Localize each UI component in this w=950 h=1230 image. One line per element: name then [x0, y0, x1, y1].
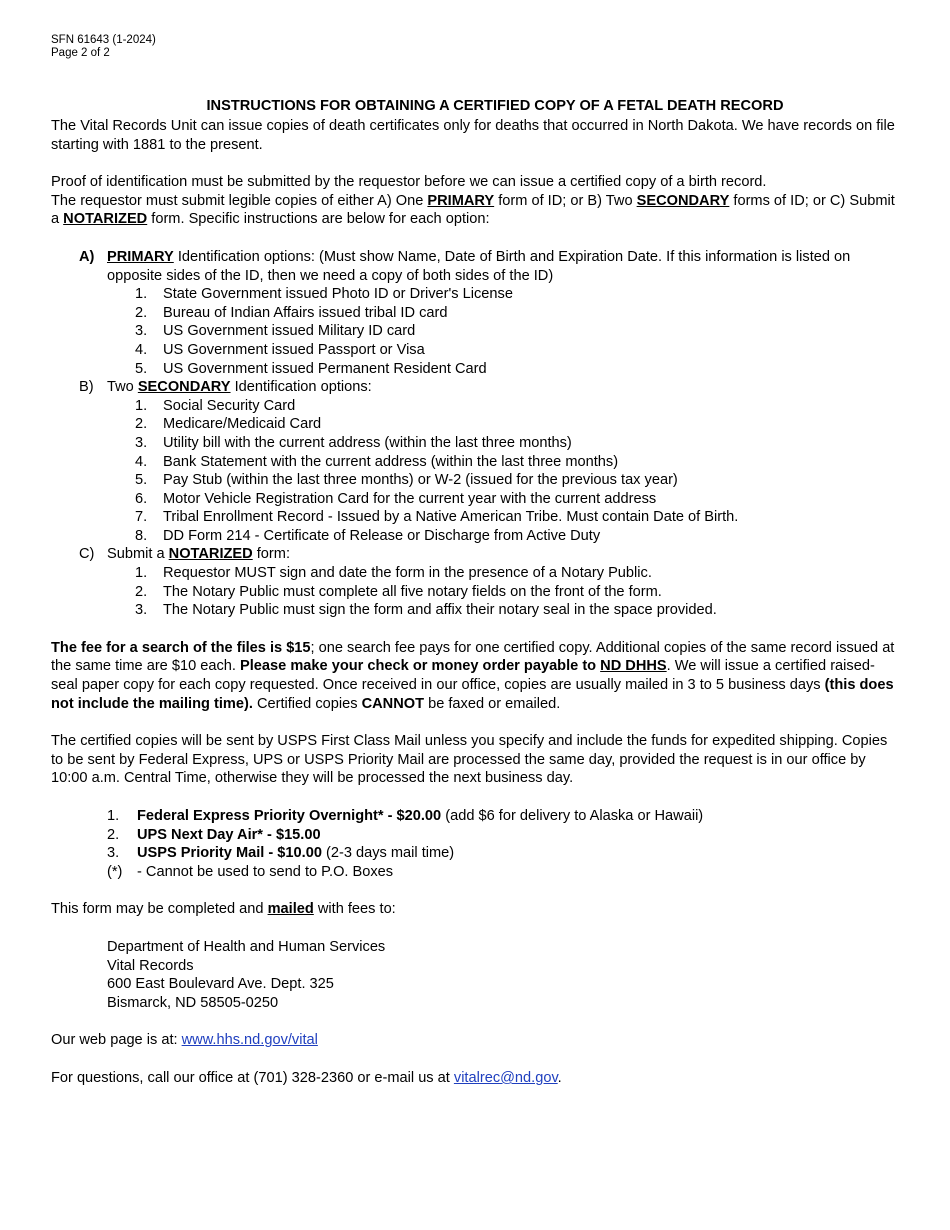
notary-step-item-text: Requestor MUST sign and date the form in the presence of a Notary Public.	[163, 565, 652, 582]
fee-amount: The fee for a search of the files is $15	[51, 639, 311, 656]
address-line: Bismarck, ND 58505-0250	[107, 994, 279, 1011]
shipping-option	[107, 826, 901, 845]
secondary-id-item-number: 8.	[135, 527, 148, 544]
secondary-keyword: SECONDARY	[636, 192, 730, 209]
primary-id-item-text: US Government issued Passport or Visa	[163, 341, 425, 358]
secondary-id-item-text: Tribal Enrollment Record - Issued by a Native American Tribe. Must contain Date of Birth.	[163, 509, 739, 526]
payable-instruction: Please make your check or money order payable to	[240, 658, 601, 675]
shipping-option-number: 1.	[107, 808, 120, 824]
notary-step-item	[135, 564, 901, 583]
primary-id-item	[135, 285, 901, 304]
secondary-id-item	[135, 434, 901, 453]
secondary-id-item	[135, 527, 901, 546]
document-page	[51, 34, 901, 1088]
secondary-id-item-text: Bank Statement with the current address (within the last three months)	[163, 453, 619, 470]
section-c-list	[51, 564, 901, 620]
secondary-id-item-number: 5.	[135, 472, 148, 489]
section-b-letter: B)	[79, 379, 94, 396]
proof-text-c: forms of ID; or C) Submit a	[51, 192, 895, 228]
mail-text-pre: This form may be completed and	[51, 901, 268, 918]
primary-id-item-text: Bureau of Indian Affairs issued tribal ID card	[163, 304, 448, 321]
payee-name: ND DHHS	[600, 658, 667, 675]
address-line: Vital Records	[107, 957, 194, 974]
secondary-id-item-text: DD Form 214 - Certificate of Release or Discharge from Active Duty	[163, 527, 601, 544]
mail-text-post: with fees to:	[313, 901, 396, 918]
shipping-option	[107, 844, 901, 863]
primary-id-item	[135, 360, 901, 379]
secondary-id-item-text: Pay Stub (within the last three months) or W-2 (issued for the previous tax year)	[163, 472, 678, 489]
website-link[interactable]: www.hhs.nd.gov/vital	[181, 1032, 318, 1049]
secondary-id-item	[135, 415, 901, 434]
primary-keyword: PRIMARY	[427, 192, 495, 209]
contact-paragraph	[51, 1069, 901, 1088]
mail-paragraph	[51, 900, 901, 919]
shipping-option-price: USPS Priority Mail - $10.00	[137, 845, 322, 862]
contact-end: .	[557, 1069, 562, 1086]
secondary-id-item-number: 1.	[135, 397, 148, 414]
section-a-text: Identification options: (Must show Name, Date of Birth and Expiration Date. If this information is listed on opposite sides of the ID, then we need a copy of both sides of the ID)	[107, 248, 851, 284]
fees-text-3: Certified copies	[252, 695, 362, 712]
secondary-id-item-number: 7.	[135, 509, 148, 526]
primary-id-item-number: 1.	[135, 286, 148, 303]
primary-id-item-text: US Government issued Permanent Resident Card	[163, 360, 487, 377]
fees-text-1: ; one search fee pays for one certified copy. Additional copies of the same record issued at the same time are $10 each.	[51, 639, 895, 675]
web-paragraph	[51, 1031, 901, 1050]
shipping-options	[107, 807, 901, 863]
section-c	[51, 545, 901, 619]
primary-id-item-number: 3.	[135, 323, 148, 340]
proof-line1: Proof of identification must be submitted by the requestor before we can issue a certified copy of a birth record.	[51, 174, 767, 191]
primary-id-item-number: 2.	[135, 304, 148, 321]
proof-text-a: The requestor must submit legible copies of either A) One	[51, 192, 428, 209]
section-c-heading	[107, 545, 901, 564]
secondary-id-item-text: Social Security Card	[163, 397, 296, 414]
primary-id-item-number: 4.	[135, 341, 148, 358]
cannot-keyword: CANNOT	[361, 695, 425, 712]
notary-step-item-text: The Notary Public must sign the form and affix their notary seal in the space provided.	[163, 602, 717, 619]
primary-id-item-text: State Government issued Photo ID or Driver's License	[163, 286, 513, 303]
shipping-option-note: (2-3 days mail time)	[321, 845, 455, 862]
primary-id-item-text: US Government issued Military ID card	[163, 323, 416, 340]
shipping-option-note: (add $6 for delivery to Alaska or Hawaii)	[441, 808, 704, 824]
address-line: 600 East Boulevard Ave. Dept. 325	[107, 976, 334, 993]
section-b-list	[51, 397, 901, 546]
intro-paragraph: The Vital Records Unit can issue copies of death certificates only for deaths that occurred in North Dakota. We have records on file starting with 1881 to the present.	[51, 118, 895, 153]
page-label: Page 2 of 2	[51, 47, 110, 59]
section-a	[51, 248, 901, 378]
shipping-note-text: - Cannot be used to send to P.O. Boxes	[137, 863, 394, 880]
shipping-option-number: 3.	[107, 845, 120, 862]
page-title: INSTRUCTIONS FOR OBTAINING A CERTIFIED COPY OF A FETAL DEATH RECORD	[206, 98, 784, 114]
secondary-id-item	[135, 471, 901, 490]
shipping-option-price: UPS Next Day Air* - $15.00	[137, 826, 321, 843]
secondary-id-item-text: Utility bill with the current address (within the last three months)	[163, 434, 572, 451]
section-a-letter: A)	[79, 248, 95, 265]
notary-step-item-number: 3.	[135, 602, 148, 619]
web-label: Our web page is at:	[51, 1032, 182, 1049]
primary-id-item	[135, 341, 901, 360]
proof-text-b: form of ID; or B) Two	[494, 192, 637, 209]
secondary-id-item-number: 4.	[135, 453, 148, 470]
secondary-id-item-text: Motor Vehicle Registration Card for the current year with the current address	[163, 490, 657, 507]
mailing-time-note: (this does not include the mailing time).	[51, 677, 894, 712]
shipping-option-price: Federal Express Priority Overnight* - $20.00	[137, 808, 442, 824]
proof-line2	[51, 192, 901, 229]
secondary-id-item	[135, 508, 901, 527]
form-number: SFN 61643 (1-2024)	[51, 34, 156, 46]
primary-id-item-number: 5.	[135, 360, 148, 377]
secondary-id-item-text: Medicare/Medicaid Card	[163, 416, 322, 433]
fees-text-4: be faxed or emailed.	[424, 695, 561, 712]
section-c-keyword: NOTARIZED	[168, 546, 253, 563]
notary-step-item-text: The Notary Public must complete all five notary fields on the front of the form.	[163, 583, 662, 600]
shipping-note	[107, 863, 901, 882]
section-b-text: Identification options:	[230, 379, 372, 396]
shipping-option	[107, 807, 901, 826]
notary-step-item-number: 2.	[135, 583, 148, 600]
notary-step-item-number: 1.	[135, 565, 148, 582]
secondary-id-item-number: 6.	[135, 490, 148, 507]
form-header	[51, 34, 901, 60]
notarized-keyword: NOTARIZED	[63, 211, 148, 228]
contact-text: For questions, call our office at (701) 328-2360 or e-mail us at	[51, 1069, 454, 1086]
section-a-keyword: PRIMARY	[107, 248, 174, 265]
notary-step-item	[135, 583, 901, 602]
section-b-heading	[107, 378, 901, 397]
mailed-keyword: mailed	[267, 901, 314, 918]
fees-text-2: . We will issue a certified raised-seal paper copy for each copy requested. Once received in our office, copies are usually mailed in 3 to 5 business days	[51, 658, 875, 694]
secondary-id-item-number: 2.	[135, 416, 148, 433]
section-c-prefix: Submit a	[107, 546, 169, 563]
section-b-prefix: Two	[107, 379, 138, 396]
secondary-id-item	[135, 453, 901, 472]
section-b	[51, 378, 901, 545]
mailing-address	[107, 938, 901, 1012]
email-link[interactable]: vitalrec@nd.gov	[453, 1069, 558, 1086]
notary-step-item	[135, 601, 901, 620]
secondary-id-item	[135, 490, 901, 509]
address-line: Department of Health and Human Services	[107, 938, 386, 955]
shipping-paragraph: The certified copies will be sent by USPS First Class Mail unless you specify and include the funds for expedited shipping. Copies to be sent by Federal Express, UPS or USPS Priority Mail are processed the same day, provided the request is in our office by 10:00 a.m. Central Time, otherwise they will be processed the next business day.	[51, 733, 888, 787]
proof-text-d: form. Specific instructions are below for each option:	[147, 211, 490, 228]
primary-id-item	[135, 304, 901, 323]
shipping-note-marker: (*)	[107, 863, 123, 880]
secondary-id-item-number: 3.	[135, 434, 148, 451]
fees-paragraph	[51, 639, 901, 713]
section-a-list	[51, 285, 901, 378]
section-b-keyword: SECONDARY	[137, 379, 231, 396]
shipping-option-number: 2.	[107, 826, 120, 843]
secondary-id-item	[135, 397, 901, 416]
primary-id-item	[135, 322, 901, 341]
section-c-text: form:	[252, 546, 290, 563]
proof-paragraph	[51, 173, 901, 229]
section-c-letter: C)	[79, 546, 95, 563]
section-a-heading	[107, 248, 901, 285]
